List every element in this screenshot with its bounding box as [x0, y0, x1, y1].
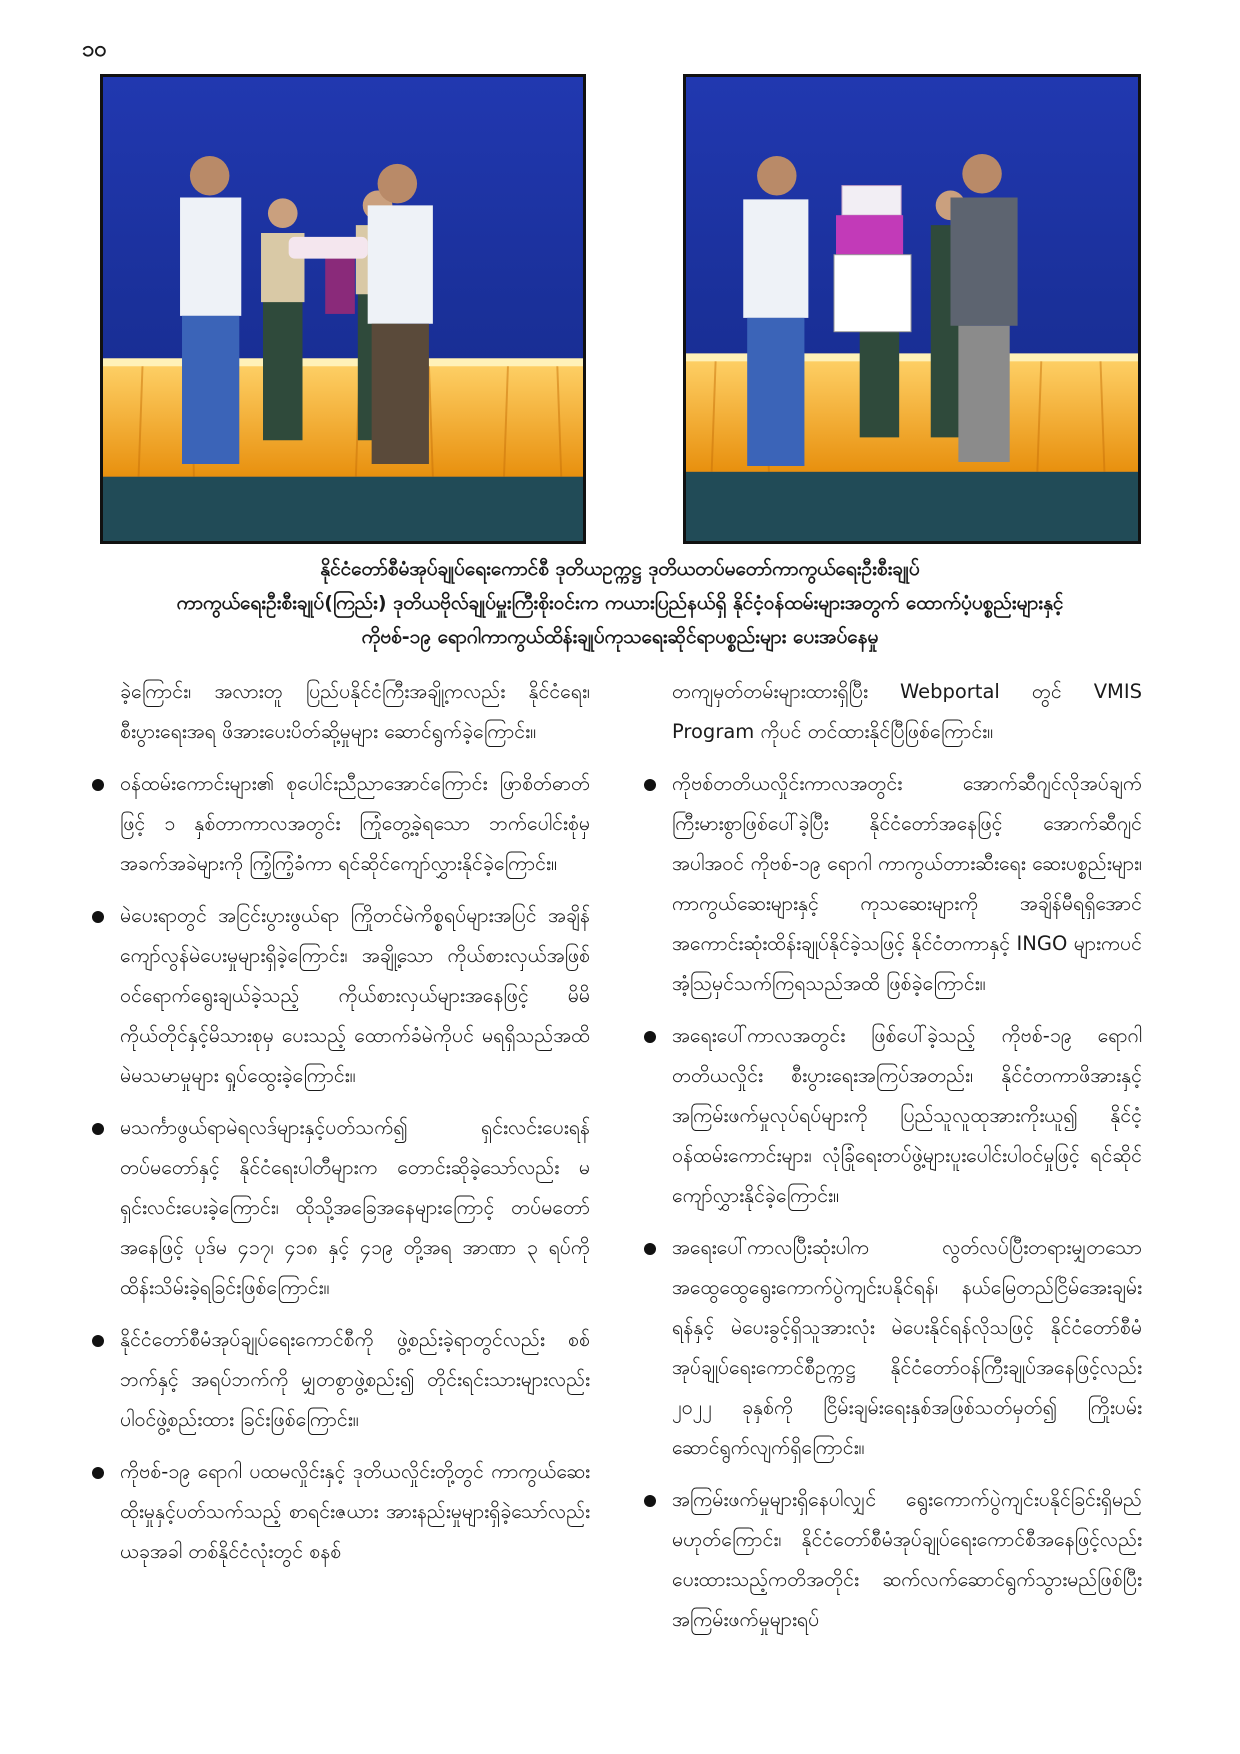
- bullet-icon: [644, 1495, 656, 1507]
- bullet-icon: [92, 1335, 104, 1347]
- bullet-icon: [92, 1123, 104, 1135]
- bullet-item: [90, 1108, 590, 1308]
- bullet-item: [642, 1228, 1142, 1468]
- bullet-item: [90, 896, 590, 1096]
- bullet-item: [90, 1320, 590, 1440]
- bullet-text: အရေးပေါ်ကာလအတွင်း ဖြစ်ပေါ်ခဲ့သည့် ကိုဗစ်-၁၉ ရောဂါ တတိယလှိုင်း စီးပွားရေးအကြပ်အတည်း၊ နိုင်ငံတကာဖိအားနှင့် အကြမ်းဖက်မှုလုပ်ရပ်များကို ပြည်သူလူထုအားကိုးယူ၍ နိုင်ငံ့ဝန်ထမ်းကောင်းများ၊ လုံခြုံရေးတပ်ဖွဲ့များပူးပေါင်းပါဝင်မှုဖြင့် ရင်ဆိုင်ကျော်လွှားနိုင်ခဲ့ကြောင်း။: [672, 1024, 1142, 1207]
- bullet-text: ကိုဗစ်တတိယလှိုင်းကာလအတွင်း အောက်ဆီဂျင်လိုအပ်ချက် ကြီးမားစွာဖြစ်ပေါ်ခဲ့ပြီး နိုင်ငံတော်အနေဖြင့် အောက်ဆီဂျင်အပါအဝင် ကိုဗစ်-၁၉ ရောဂါ ကာကွယ်တားဆီးရေး ဆေးပစ္စည်းများ၊ ကာကွယ်ဆေးများနှင့် ကုသဆေးများကို အချိန်မီရရှိအောင် အကောင်းဆုံးထိန်းချုပ်နိုင်ခဲ့သဖြင့် နိုင်ငံတကာနှင့် INGO များကပင် အံ့သြမှင်သက်ကြရသည်အထိ ဖြစ်ခဲ့ကြောင်း။: [672, 772, 1142, 995]
- bullet-text: ကိုဗစ်-၁၉ ရောဂါ ပထမလှိုင်းနှင့် ဒုတိယလှိုင်းတို့တွင် ကာကွယ်ဆေးထိုးမှုနှင့်ပတ်သက်သည့် စာရင်းဇယား အားနည်းမှုများရှိခဲ့သော်လည်း ယခုအခါ တစ်နိုင်ငံလုံးတွင် စနစ်: [120, 1460, 590, 1563]
- bullet-item: [642, 1016, 1142, 1216]
- bullet-icon: [644, 779, 656, 791]
- ceremony-photo-right: [683, 74, 1141, 544]
- bullet-text: နိုင်ငံတော်စီမံအုပ်ချုပ်ရေးကောင်စီကို ဖွဲ့စည်းခဲ့ရာတွင်လည်း စစ်ဘက်နှင့် အရပ်ဘက်ကို မျှတစွာဖွဲ့စည်း၍ တိုင်းရင်းသားများလည်း ပါဝင်ဖွဲ့စည်းထား ခြင်းဖြစ်ကြောင်း။: [120, 1328, 590, 1431]
- paragraph: ခဲ့ကြောင်း၊ အလားတူ ပြည်ပနိုင်ငံကြီးအချို့ကလည်း နိုင်ငံရေး၊ စီးပွားရေးအရ ဖိအားပေးပိတ်ဆို့မှုများ ဆောင်ရွက်ခဲ့ကြောင်း။: [120, 680, 590, 743]
- bullet-icon: [644, 1031, 656, 1043]
- bullet-item: [642, 1480, 1142, 1640]
- bullet-icon: [92, 1467, 104, 1479]
- bullet-text: အရေးပေါ်ကာလပြီးဆုံးပါက လွတ်လပ်ပြီးတရားမျှတသော အထွေထွေရွေးကောက်ပွဲကျင်းပနိုင်ရန်၊ နယ်မြေတည်ငြိမ်အေးချမ်းရန်နှင့် မဲပေးခွင့်ရှိသူအားလုံး မဲပေးနိုင်ရန်လိုသဖြင့် နိုင်ငံတော်စီမံအုပ်ချုပ်ရေးကောင်စီဥက္ကဋ္ဌ နိုင်ငံတော်ဝန်ကြီးချုပ်အနေဖြင့်လည်း ၂၀၂၂ ခုနှစ်ကို ငြိမ်းချမ်းရေးနှစ်အဖြစ်သတ်မှတ်၍ ကြိုးပမ်းဆောင်ရွက်လျက်ရှိကြောင်း။: [672, 1236, 1142, 1459]
- photo-caption: [60, 552, 1180, 654]
- ceremony-photo-left: [100, 74, 586, 544]
- bullet-item: [642, 764, 1142, 1004]
- bullet-icon: [92, 911, 104, 923]
- left-column: [90, 672, 590, 1584]
- ceremony-photo-icon: [103, 77, 583, 541]
- caption-line: နိုင်ငံတော်စီမံအုပ်ချုပ်ရေးကောင်စီ ဒုတိယဥက္ကဋ္ဌ ဒုတိယတပ်မတော်ကာကွယ်ရေးဦးစီးချုပ်: [320, 558, 920, 580]
- right-column: [642, 672, 1142, 1652]
- bullet-item: [90, 764, 590, 884]
- caption-line: ကိုဗစ်-၁၉ ရောဂါကာကွယ်ထိန်းချုပ်ကုသရေးဆိုင်ရာပစ္စည်းများ ပေးအပ်နေမှု: [361, 626, 879, 648]
- bullet-icon: [644, 1243, 656, 1255]
- caption-line: ကာကွယ်ရေးဦးစီးချုပ်(ကြည်း) ဒုတိယဗိုလ်ချုပ်မှူးကြီးစိုးဝင်းက ကယားပြည်နယ်ရှိ နိုင်ငံ့ဝန်ထမ်းများအတွက် ထောက်ပံ့ပစ္စည်းများနှင့်: [176, 592, 1064, 614]
- bullet-text: ဝန်ထမ်းကောင်းများ၏ စုပေါင်းညီညာအောင်ကြောင်း ဖြာစိတ်ဓာတ်ဖြင့် ၁ နှစ်တာကာလအတွင်း ကြုံတွေ့ခဲ့ရသော ဘက်ပေါင်းစုံမှ အခက်အခဲများကို ကြံ့ကြံ့ခံကာ ရင်ဆိုင်ကျော်လွှားနိုင်ခဲ့ကြောင်း။: [120, 772, 590, 875]
- paragraph: တကျမှတ်တမ်းများထားရှိပြီး Webportal တွင် VMIS Program ကိုပင် တင်ထားနိုင်ပြီဖြစ်ကြောင်း။: [672, 680, 1142, 743]
- bullet-item: [90, 1452, 590, 1572]
- bullet-text: မဲပေးရာတွင် အငြင်းပွားဖွယ်ရာ ကြိုတင်မဲကိစ္စရပ်များအပြင် အချိန်ကျော်လွန်မဲပေးမှုများရှိခဲ့ကြောင်း၊ အချို့သော ကိုယ်စားလှယ်အဖြစ် ဝင်ရောက်ရွေးချယ်ခဲ့သည့် ကိုယ်စားလှယ်များအနေဖြင့် မိမိကိုယ်တိုင်နှင့်မိသားစုမှ ပေးသည့် ထောက်ခံမဲကိုပင် မရရှိသည်အထိ မဲမသမာမှုများ ရှုပ်ထွေးခဲ့ကြောင်း။: [120, 904, 590, 1087]
- bullet-text: မသင်္ကာဖွယ်ရာမဲရလဒ်များနှင့်ပတ်သက်၍ ရှင်းလင်းပေးရန် တပ်မတော်နှင့် နိုင်ငံရေးပါတီများက တောင်းဆိုခဲ့သော်လည်း မရှင်းလင်းပေးခဲ့ကြောင်း၊ ထိုသို့အခြေအနေများကြောင့် တပ်မတော်အနေဖြင့် ပုဒ်မ ၄၁၇၊ ၄၁၈ နှင့် ၄၁၉ တို့အရ အာဏာ ၃ ရပ်ကိုထိန်းသိမ်းခဲ့ရခြင်းဖြစ်ကြောင်း။: [120, 1116, 590, 1299]
- bullet-icon: [92, 779, 104, 791]
- page-number: ၁၀: [82, 37, 107, 62]
- bullet-text: အကြမ်းဖက်မှုများရှိနေပါလျှင် ရွေးကောက်ပွဲကျင်းပနိုင်ခြင်းရှိမည်မဟုတ်ကြောင်း၊ နိုင်ငံတော်စီမံအုပ်ချုပ်ရေးကောင်စီအနေဖြင့်လည်း ပေးထားသည့်ကတိအတိုင်း ဆက်လက်ဆောင်ရွက်သွားမည်ဖြစ်ပြီး အကြမ်းဖက်မှုများရပ်: [672, 1488, 1142, 1631]
- ceremony-photo-icon: [686, 77, 1138, 541]
